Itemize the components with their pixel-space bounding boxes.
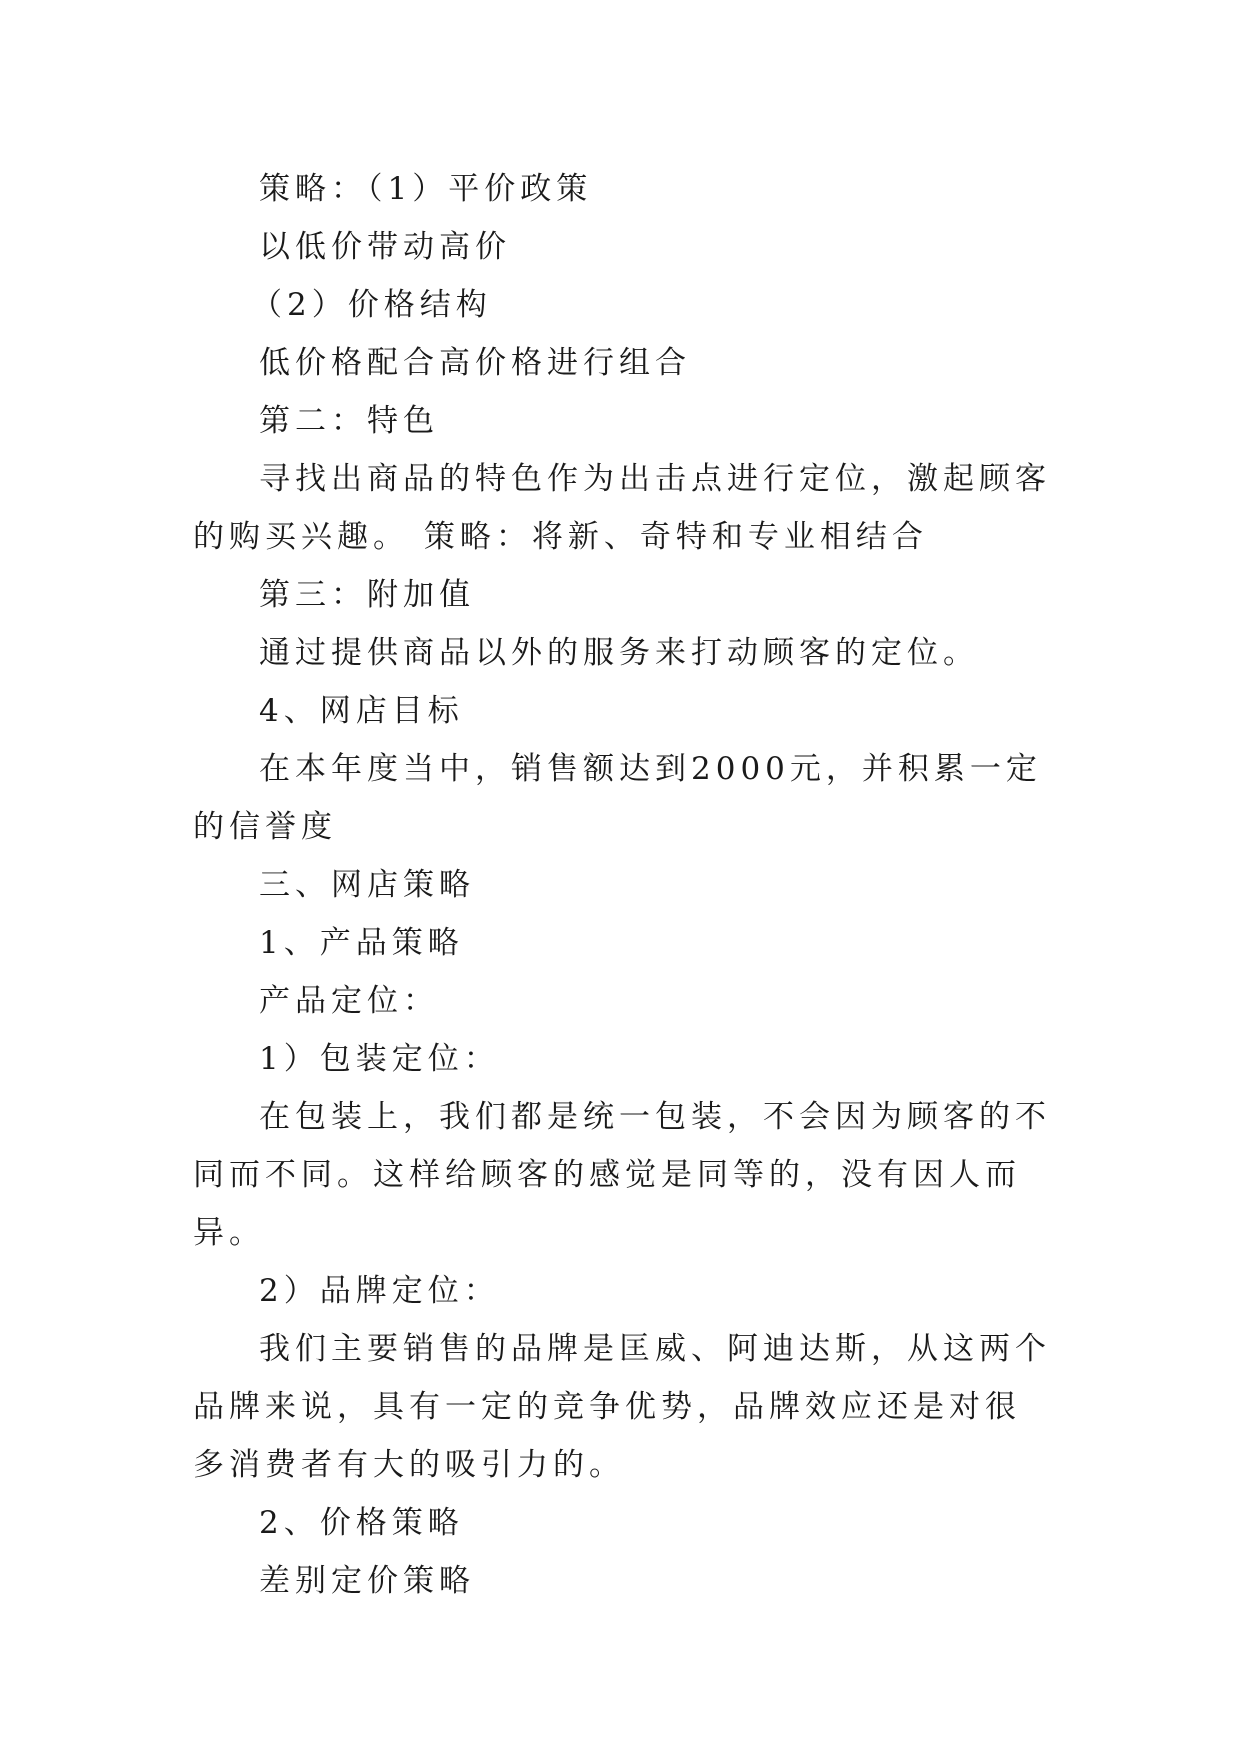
section-heading: 2、价格策略 (259, 1505, 464, 1541)
paragraph: 寻找出商品的特色作为出击点进行定位，激起顾客的购买兴趣。 策略：将新、奇特和专业相结合 (193, 461, 1051, 555)
paragraph: 低价格配合高价格进行组合 (259, 345, 691, 381)
document-body (193, 160, 1053, 1610)
section-heading: 三、网店策略 (259, 867, 475, 903)
section-heading: 第三：附加值 (259, 577, 475, 613)
paragraph: 以低价带动高价 (259, 229, 511, 265)
paragraph: 我们主要销售的品牌是匡威、阿迪达斯，从这两个品牌来说，具有一定的竞争优势，品牌效应还是对很多消费者有大的吸引力的。 (193, 1331, 1051, 1483)
paragraph: （2）价格结构 (251, 287, 492, 323)
paragraph: 产品定位： (259, 983, 439, 1019)
section-heading: 4、网店目标 (259, 693, 464, 729)
paragraph: 在包装上，我们都是统一包装，不会因为顾客的不同而不同。这样给顾客的感觉是同等的，没有因人而异。 (193, 1099, 1051, 1251)
paragraph: 在本年度当中，销售额达到2000元，并积累一定的信誉度 (193, 751, 1042, 845)
section-heading: 2）品牌定位： (259, 1273, 500, 1309)
paragraph: 通过提供商品以外的服务来打动顾客的定位。 (259, 635, 979, 671)
paragraph: 差别定价策略 (259, 1563, 475, 1599)
paragraph: 策略：（1）平价政策 (259, 171, 593, 207)
section-heading: 1、产品策略 (259, 925, 464, 961)
section-heading: 1）包装定位： (259, 1041, 500, 1077)
section-heading: 第二：特色 (259, 403, 439, 439)
